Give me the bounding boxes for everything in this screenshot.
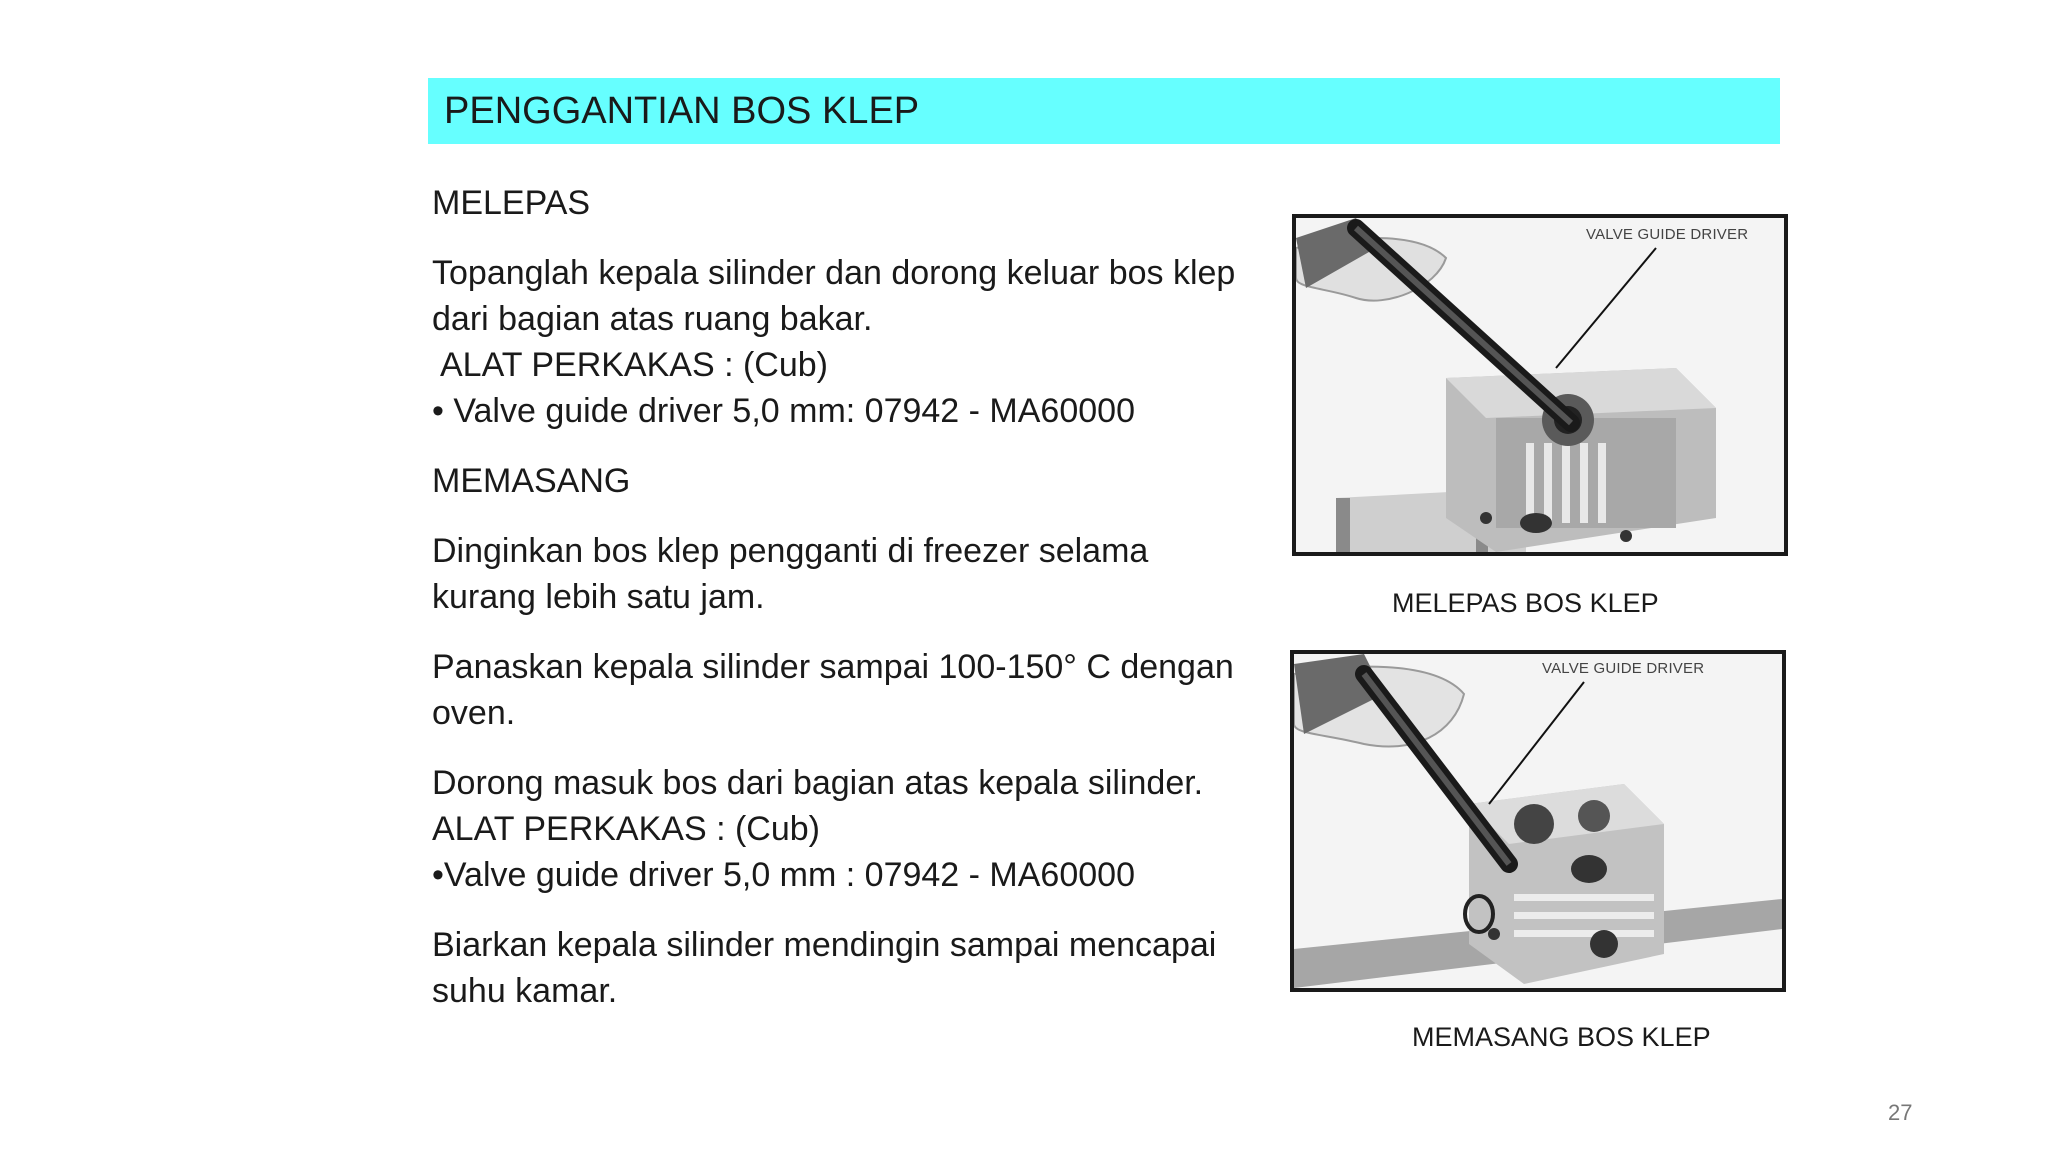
section-title-bar bbox=[428, 78, 1780, 144]
figure-label: VALVE GUIDE DRIVER bbox=[1542, 660, 1705, 677]
text-line: dari bagian atas ruang bakar. bbox=[432, 300, 873, 338]
figure-label: VALVE GUIDE DRIVER bbox=[1586, 226, 1749, 243]
text-line: Dorong masuk bos dari bagian atas kepala silinder. bbox=[432, 764, 1204, 802]
text-line: Panaskan kepala silinder sampai 100-150° C dengan bbox=[432, 648, 1234, 686]
melepas-paragraph bbox=[432, 250, 1282, 434]
memasang-paragraph-4 bbox=[432, 922, 1282, 1014]
page-number: 27 bbox=[1888, 1100, 1913, 1125]
memasang-paragraph-3 bbox=[432, 760, 1282, 898]
text-line: oven. bbox=[432, 694, 516, 732]
text-line: kurang lebih satu jam. bbox=[432, 578, 765, 616]
text-line: suhu kamar. bbox=[432, 972, 618, 1010]
figure-memasang-photo bbox=[1290, 650, 1786, 992]
memasang-paragraph-2 bbox=[432, 644, 1282, 736]
figure-caption: MELEPAS BOS KLEP bbox=[1392, 588, 1659, 618]
tool-item: •Valve guide driver 5,0 mm : 07942 - MA60000 bbox=[432, 856, 1135, 894]
page-title: PENGGANTIAN BOS KLEP bbox=[444, 89, 920, 132]
memasang-heading: MEMASANG bbox=[432, 462, 631, 500]
tool-item: • Valve guide driver 5,0 mm: 07942 - MA60000 bbox=[432, 392, 1135, 430]
instruction-text bbox=[432, 180, 1282, 1038]
memasang-paragraph-1 bbox=[432, 528, 1282, 620]
tool-label: ALAT PERKAKAS : (Cub) bbox=[440, 346, 828, 384]
text-line: Biarkan kepala silinder mendingin sampai mencapai bbox=[432, 926, 1217, 964]
cylinder-head-removal-illustration bbox=[1296, 218, 1784, 552]
text-line: Dinginkan bos klep pengganti di freezer selama bbox=[432, 532, 1149, 570]
tool-label: ALAT PERKAKAS : (Cub) bbox=[432, 810, 820, 848]
text-line: Topanglah kepala silinder dan dorong keluar bos klep bbox=[432, 254, 1236, 292]
figure-melepas-photo bbox=[1292, 214, 1788, 556]
melepas-heading: MELEPAS bbox=[432, 184, 591, 222]
cylinder-head-installation-illustration bbox=[1294, 654, 1782, 988]
figure-caption: MEMASANG BOS KLEP bbox=[1412, 1022, 1711, 1052]
